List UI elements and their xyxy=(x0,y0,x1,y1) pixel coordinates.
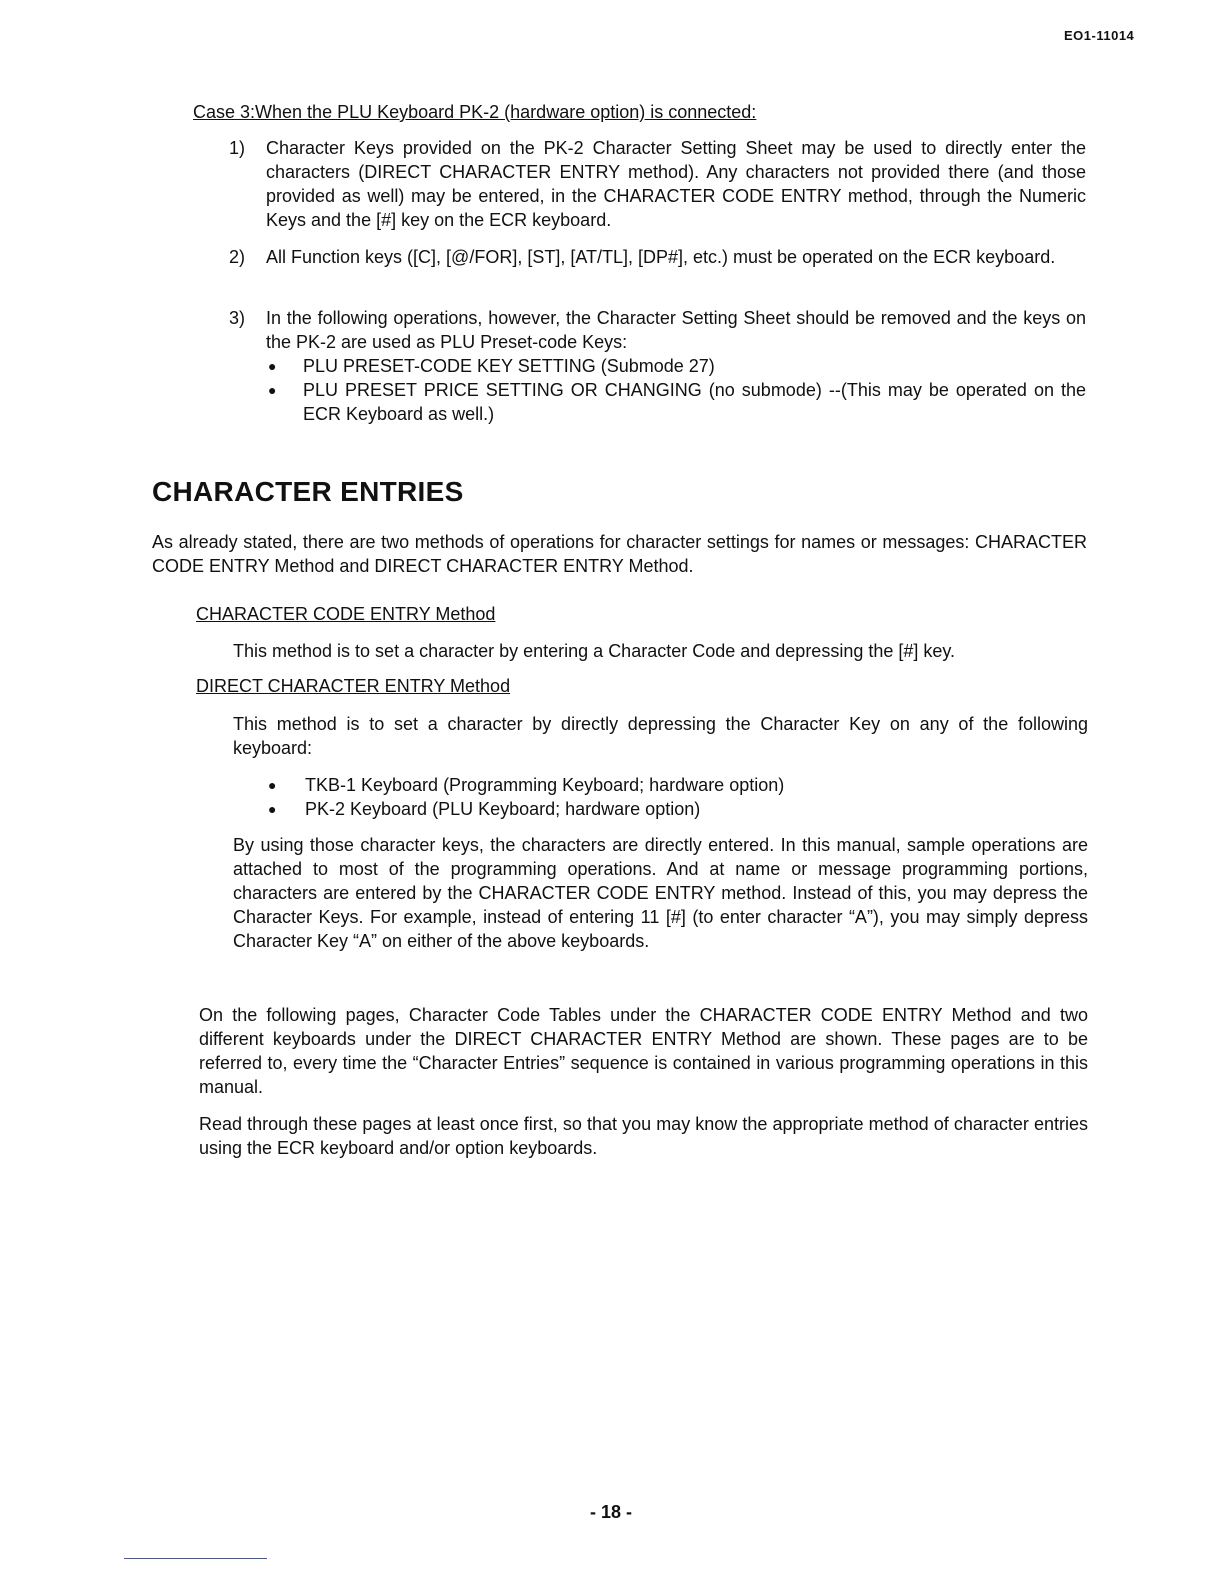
section-title: CHARACTER ENTRIES xyxy=(152,476,464,507)
direct-entry-note: By using those character keys, the characters are directly entered. In this manual, sample operations are attached to most of the programming operations. And at name or message programming portions, characters are entered by the CHARACTER CODE ENTRY method. Instead of this, you may depress the Character Keys. For example, instead of entering 11 [#] (to enter character “A”), you may simply depress Character Key “A” on either of the above keyboards. xyxy=(233,835,1088,951)
item-number: 1) xyxy=(229,138,246,158)
direct-entry-text: This method is to set a character by directly depressing the Character Key on any of the following keyboard: xyxy=(233,714,1088,758)
item-number: 2) xyxy=(229,247,246,267)
case3-heading: Case 3:When the PLU Keyboard PK-2 (hardware option) is connected: xyxy=(193,102,757,122)
bullet-icon: ● xyxy=(268,801,277,817)
section-intro: As already stated, there are two methods of operations for character settings for names or messages: CHARACTER CODE ENTRY Method and DIRECT CHARACTER ENTRY Method. xyxy=(152,532,1087,576)
keyboard-bullet-text: TKB-1 Keyboard (Programming Keyboard; hardware option) xyxy=(305,775,785,795)
bullet-icon: ● xyxy=(268,358,277,374)
code-entry-heading: CHARACTER CODE ENTRY Method xyxy=(196,604,496,624)
case3-item-text: All Function keys ([C], [@/FOR], [ST], [AT/TL], [DP#], etc.) must be operated on the ECR keyboard. xyxy=(266,247,1056,267)
case3-bullet-text: PLU PRESET-CODE KEY SETTING (Submode 27) xyxy=(303,356,715,376)
keyboard-bullet-text: PK-2 Keyboard (PLU Keyboard; hardware option) xyxy=(305,799,701,819)
item-number: 3) xyxy=(229,308,246,328)
direct-entry-heading: DIRECT CHARACTER ENTRY Method xyxy=(196,676,511,696)
footer-rule xyxy=(124,1558,267,1559)
document-id: EO1-11014 xyxy=(1064,28,1135,43)
case3-bullet-text: PLU PRESET PRICE SETTING OR CHANGING (no submode) --(This may be operated on the ECR Keyboard as well.) xyxy=(303,380,1086,424)
bullet-icon: ● xyxy=(268,382,277,398)
code-entry-text: This method is to set a character by entering a Character Code and depressing the [#] key. xyxy=(233,641,956,661)
bullet-icon: ● xyxy=(268,777,277,793)
case3-item-text: In the following operations, however, the Character Setting Sheet should be removed and the keys on the PK-2 are used as PLU Preset-code Keys: xyxy=(266,308,1086,352)
following-pages-paragraph: On the following pages, Character Code Tables under the CHARACTER CODE ENTRY Method and two different keyboards under the DIRECT CHARACTER ENTRY Method are shown. These pages are to be referred to, every time the “Character Entries” sequence is contained in various programming operations in this manual. xyxy=(199,1005,1088,1097)
read-through-paragraph: Read through these pages at least once first, so that you may know the appropriate method of character entries using the ECR keyboard and/or option keyboards. xyxy=(199,1114,1088,1158)
case3-item-text: Character Keys provided on the PK-2 Character Setting Sheet may be used to directly enter the characters (DIRECT CHARACTER ENTRY method). Any characters not provided there (and those provided as well) may be entered, in the CHARACTER CODE ENTRY method, through the Numeric Keys and the [#] key on the ECR keyboard. xyxy=(266,138,1086,230)
page-number: - 18 - xyxy=(590,1502,633,1522)
